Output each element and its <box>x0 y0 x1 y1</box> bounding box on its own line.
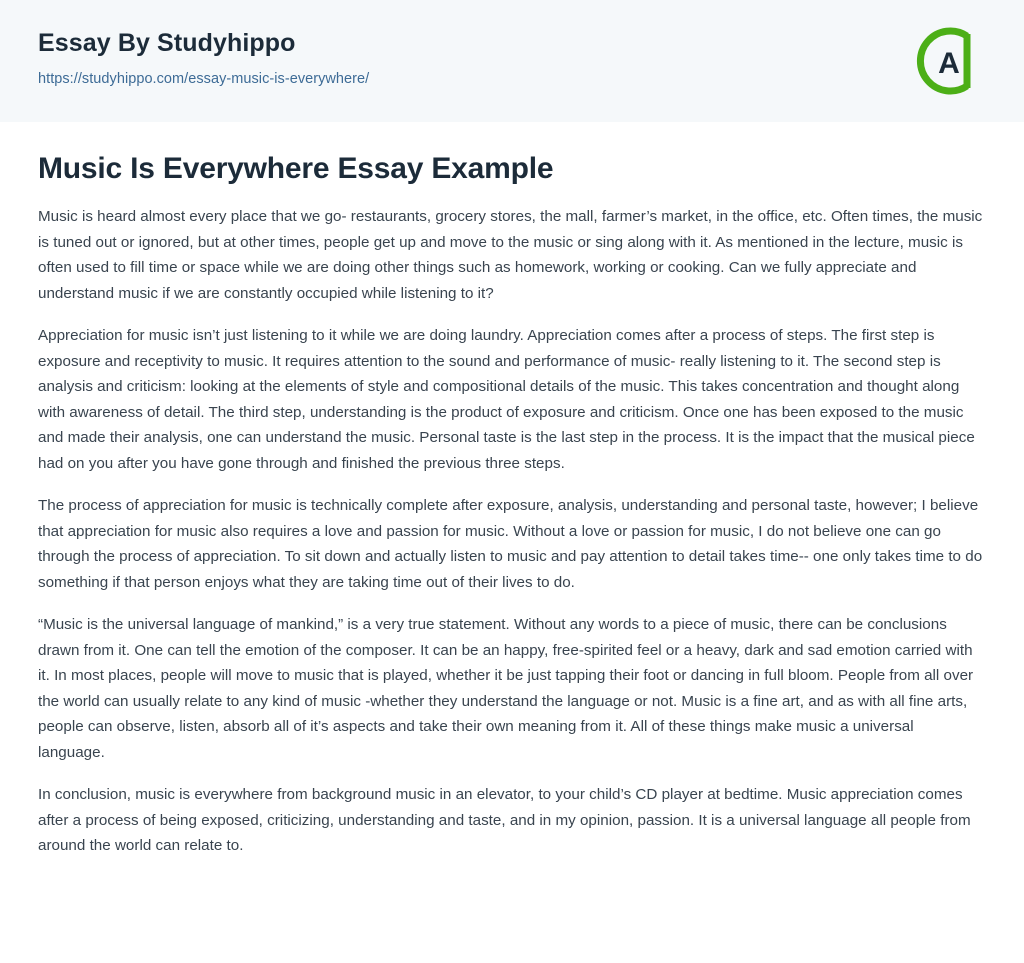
studyhippo-a-logo-icon <box>912 24 986 98</box>
paragraph: The process of appreciation for music is technically complete after exposure, analysis, understanding and personal taste, however; I believe that appreciation for music also requires a love and passion for music. Without a love or passion for music, I do not believe one can go through the process of appreciation. To sit down and actually listen to music and pay attention to detail takes time-- one only takes time to do something if that person enjoys what they are taking time out of their lives to do. <box>38 497 983 591</box>
source-url[interactable]: https://studyhippo.com/essay-music-is-everywhere/ <box>38 70 370 87</box>
page-title: Music Is Everywhere Essay Example <box>38 152 554 185</box>
paragraph: In conclusion, music is everywhere from background music in an elevator, to your child’s CD player at bedtime. Music appreciation comes after a process of being exposed, criticizing, understanding and taste, and in my opinion, passion. It is a universal language all people from around the world can relate to. <box>38 786 971 854</box>
paragraph: “Music is the universal language of mankind,” is a very true statement. Without any words to a piece of music, there can be conclusions drawn from it. One can tell the emotion of the composer. It can be an happy, free-spirited feel or a heavy, dark and sad emotion carried with it. In most places, people will move to music that is played, whether it be just tapping their foot or dancing in full bloom. People from all over the world can usually relate to any kind of music -whether they understand the language or not. Music is a fine art, and as with all fine arts, people can observe, listen, absorb all of it’s aspects and take their own meaning from it. All of these things make music a universal language. <box>38 616 974 761</box>
site-brand-title: Essay By Studyhippo <box>38 29 296 57</box>
paragraph: Appreciation for music isn’t just listening to it while we are doing laundry. Appreciation comes after a process of steps. The first step is exposure and receptivity to music. It requires attention to the sound and performance of music- really listening to it. The second step is analysis and criticism: looking at the elements of style and compositional details of the music. This takes concentration and thought along with awareness of detail. The third step, understanding is the product of exposure and criticism. Once one has been exposed to the music and made their analysis, one can understand the music. Personal taste is the last step in the process. It is the impact that the musical piece had on you after you have gone through and finished the previous three steps. <box>38 327 975 472</box>
page-header <box>0 0 1024 122</box>
paragraph: Music is heard almost every place that we go- restaurants, grocery stores, the mall, farmer’s market, in the office, etc. Often times, the music is tuned out or ignored, but at other times, people get up and move to the music or sing along with it. As mentioned in the lecture, music is often used to fill time or space while we are doing other things such as homework, working or cooking. Can we fully appreciate and understand music if we are constantly occupied while listening to it? <box>38 208 983 302</box>
svg-text:A: A <box>938 47 960 80</box>
article-body <box>0 122 1024 859</box>
